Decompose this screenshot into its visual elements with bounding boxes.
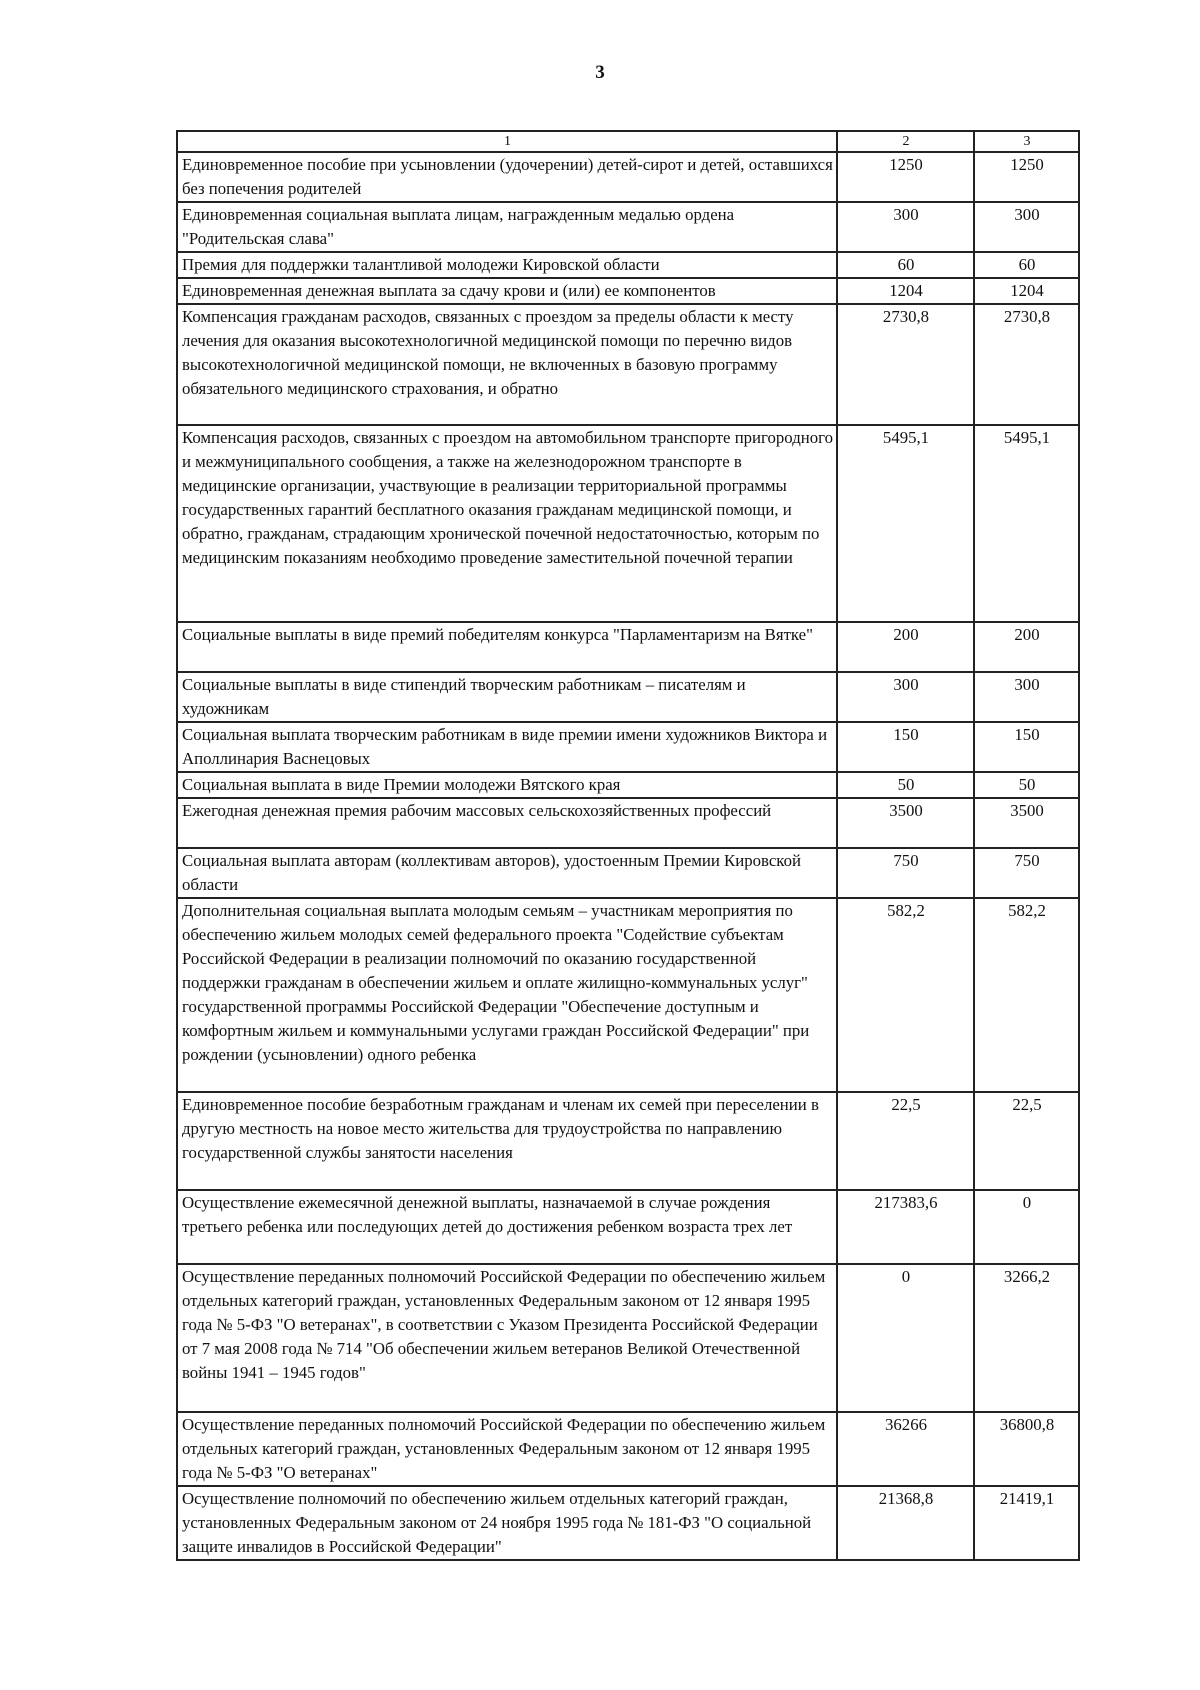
table-row xyxy=(177,1190,1079,1264)
row-value-col2: 50 xyxy=(837,772,974,798)
row-name: Социальная выплата творческим работникам в виде премии имени художников Виктора и Аполлинария Васнецовых xyxy=(177,722,837,772)
table-row xyxy=(177,278,1079,304)
row-name: Социальные выплаты в виде премий победителям конкурса "Парламентаризм на Вятке" xyxy=(177,622,837,672)
row-name: Дополнительная социальная выплата молодым семьям – участникам мероприятия по обеспечению жильем молодых семей федерального проекта "Содействие субъектам Российской Федерации в реализации полномочий по оказанию государственной поддержки гражданам в обеспечении жильем и оплате жилищно-коммунальных услуг" государственной программы Российской Федерации "Обеспечение доступным и комфортным жильем и коммунальными услугами граждан Российской Федерации" при рождении (усыновлении) одного ребенка xyxy=(177,898,837,1092)
table-row xyxy=(177,1092,1079,1190)
row-value-col2: 36266 xyxy=(837,1412,974,1486)
row-value-col2: 60 xyxy=(837,252,974,278)
row-name: Осуществление полномочий по обеспечению жильем отдельных категорий граждан, установленных Федеральным законом от 24 ноября 1995 года № 181-ФЗ "О социальной защите инвалидов в Российской Федерации" xyxy=(177,1486,837,1560)
row-value-col2: 22,5 xyxy=(837,1092,974,1190)
table-row xyxy=(177,848,1079,898)
row-value-col2: 0 xyxy=(837,1264,974,1412)
row-name: Единовременное пособие безработным гражданам и членам их семей при переселении в другую местность на новое место жительства для трудоустройства по направлению государственной службы занятости населения xyxy=(177,1092,837,1190)
row-name: Осуществление ежемесячной денежной выплаты, назначаемой в случае рождения третьего ребенка или последующих детей до достижения ребенком возраста трех лет xyxy=(177,1190,837,1264)
row-value-col2: 21368,8 xyxy=(837,1486,974,1560)
row-value-col3: 50 xyxy=(974,772,1079,798)
table-row xyxy=(177,722,1079,772)
row-value-col3: 5495,1 xyxy=(974,425,1079,622)
table-row xyxy=(177,304,1079,425)
row-value-col3: 2730,8 xyxy=(974,304,1079,425)
row-value-col2: 1204 xyxy=(837,278,974,304)
table-row xyxy=(177,798,1079,848)
budget-table xyxy=(176,130,1080,1561)
table-row xyxy=(177,672,1079,722)
row-name: Осуществление переданных полномочий Российской Федерации по обеспечению жильем отдельных категорий граждан, установленных Федеральным законом от 12 января 1995 года № 5-ФЗ "О ветеранах" xyxy=(177,1412,837,1486)
row-value-col3: 300 xyxy=(974,202,1079,252)
row-name: Премия для поддержки талантливой молодежи Кировской области xyxy=(177,252,837,278)
table-row xyxy=(177,1486,1079,1560)
row-value-col3: 3266,2 xyxy=(974,1264,1079,1412)
row-value-col2: 150 xyxy=(837,722,974,772)
page-number: 3 xyxy=(595,62,605,83)
table-row xyxy=(177,152,1079,202)
row-value-col2: 2730,8 xyxy=(837,304,974,425)
row-name: Единовременное пособие при усыновлении (удочерении) детей-сирот и детей, оставшихся без попечения родителей xyxy=(177,152,837,202)
column-header-2: 2 xyxy=(837,131,974,152)
table-row xyxy=(177,622,1079,672)
column-header-3: 3 xyxy=(974,131,1079,152)
row-name: Социальная выплата авторам (коллективам авторов), удостоенным Премии Кировской области xyxy=(177,848,837,898)
row-value-col2: 750 xyxy=(837,848,974,898)
row-value-col2: 5495,1 xyxy=(837,425,974,622)
row-name: Единовременная социальная выплата лицам, награжденным медалью ордена "Родительская слава" xyxy=(177,202,837,252)
row-value-col3: 750 xyxy=(974,848,1079,898)
row-value-col3: 60 xyxy=(974,252,1079,278)
table-row xyxy=(177,1412,1079,1486)
table-row xyxy=(177,202,1079,252)
row-value-col3: 3500 xyxy=(974,798,1079,848)
row-value-col3: 1250 xyxy=(974,152,1079,202)
row-value-col2: 1250 xyxy=(837,152,974,202)
row-value-col2: 582,2 xyxy=(837,898,974,1092)
row-value-col3: 36800,8 xyxy=(974,1412,1079,1486)
table-header-row xyxy=(177,131,1079,152)
row-value-col3: 21419,1 xyxy=(974,1486,1079,1560)
row-name: Компенсация гражданам расходов, связанных с проездом за пределы области к месту лечения для оказания высокотехнологичной медицинской помощи по перечню видов высокотехнологичной медицинской помощи, не включенных в базовую программу обязательного медицинского страхования, и обратно xyxy=(177,304,837,425)
row-value-col3: 22,5 xyxy=(974,1092,1079,1190)
table-row xyxy=(177,1264,1079,1412)
row-value-col3: 1204 xyxy=(974,278,1079,304)
row-name: Компенсация расходов, связанных с проездом на автомобильном транспорте пригородного и межмуниципального сообщения, а также на железнодорожном транспорте в медицинские организации, участвующие в реализации территориальной программы государственных гарантий бесплатного оказания гражданам медицинской помощи, и обратно, гражданам, страдающим хронической почечной недостаточностью, которым по медицинским показаниям необходимо проведение заместительной почечной терапии xyxy=(177,425,837,622)
row-value-col3: 0 xyxy=(974,1190,1079,1264)
row-value-col2: 300 xyxy=(837,202,974,252)
row-name: Социальная выплата в виде Премии молодежи Вятского края xyxy=(177,772,837,798)
column-header-1: 1 xyxy=(177,131,837,152)
row-value-col3: 582,2 xyxy=(974,898,1079,1092)
table-row xyxy=(177,772,1079,798)
row-value-col3: 300 xyxy=(974,672,1079,722)
row-name: Социальные выплаты в виде стипендий творческим работникам – писателям и художникам xyxy=(177,672,837,722)
row-value-col3: 150 xyxy=(974,722,1079,772)
row-name: Осуществление переданных полномочий Российской Федерации по обеспечению жильем отдельных категорий граждан, установленных Федеральным законом от 12 января 1995 года № 5-ФЗ "О ветеранах", в соответствии с Указом Президента Российской Федерации от 7 мая 2008 года № 714 "Об обеспечении жильем ветеранов Великой Отечественной войны 1941 – 1945 годов" xyxy=(177,1264,837,1412)
row-value-col2: 3500 xyxy=(837,798,974,848)
row-value-col2: 300 xyxy=(837,672,974,722)
row-value-col3: 200 xyxy=(974,622,1079,672)
row-name: Ежегодная денежная премия рабочим массовых сельскохозяйственных профессий xyxy=(177,798,837,848)
row-value-col2: 217383,6 xyxy=(837,1190,974,1264)
row-value-col2: 200 xyxy=(837,622,974,672)
row-name: Единовременная денежная выплата за сдачу крови и (или) ее компонентов xyxy=(177,278,837,304)
table-row xyxy=(177,252,1079,278)
table-row xyxy=(177,898,1079,1092)
table-row xyxy=(177,425,1079,622)
